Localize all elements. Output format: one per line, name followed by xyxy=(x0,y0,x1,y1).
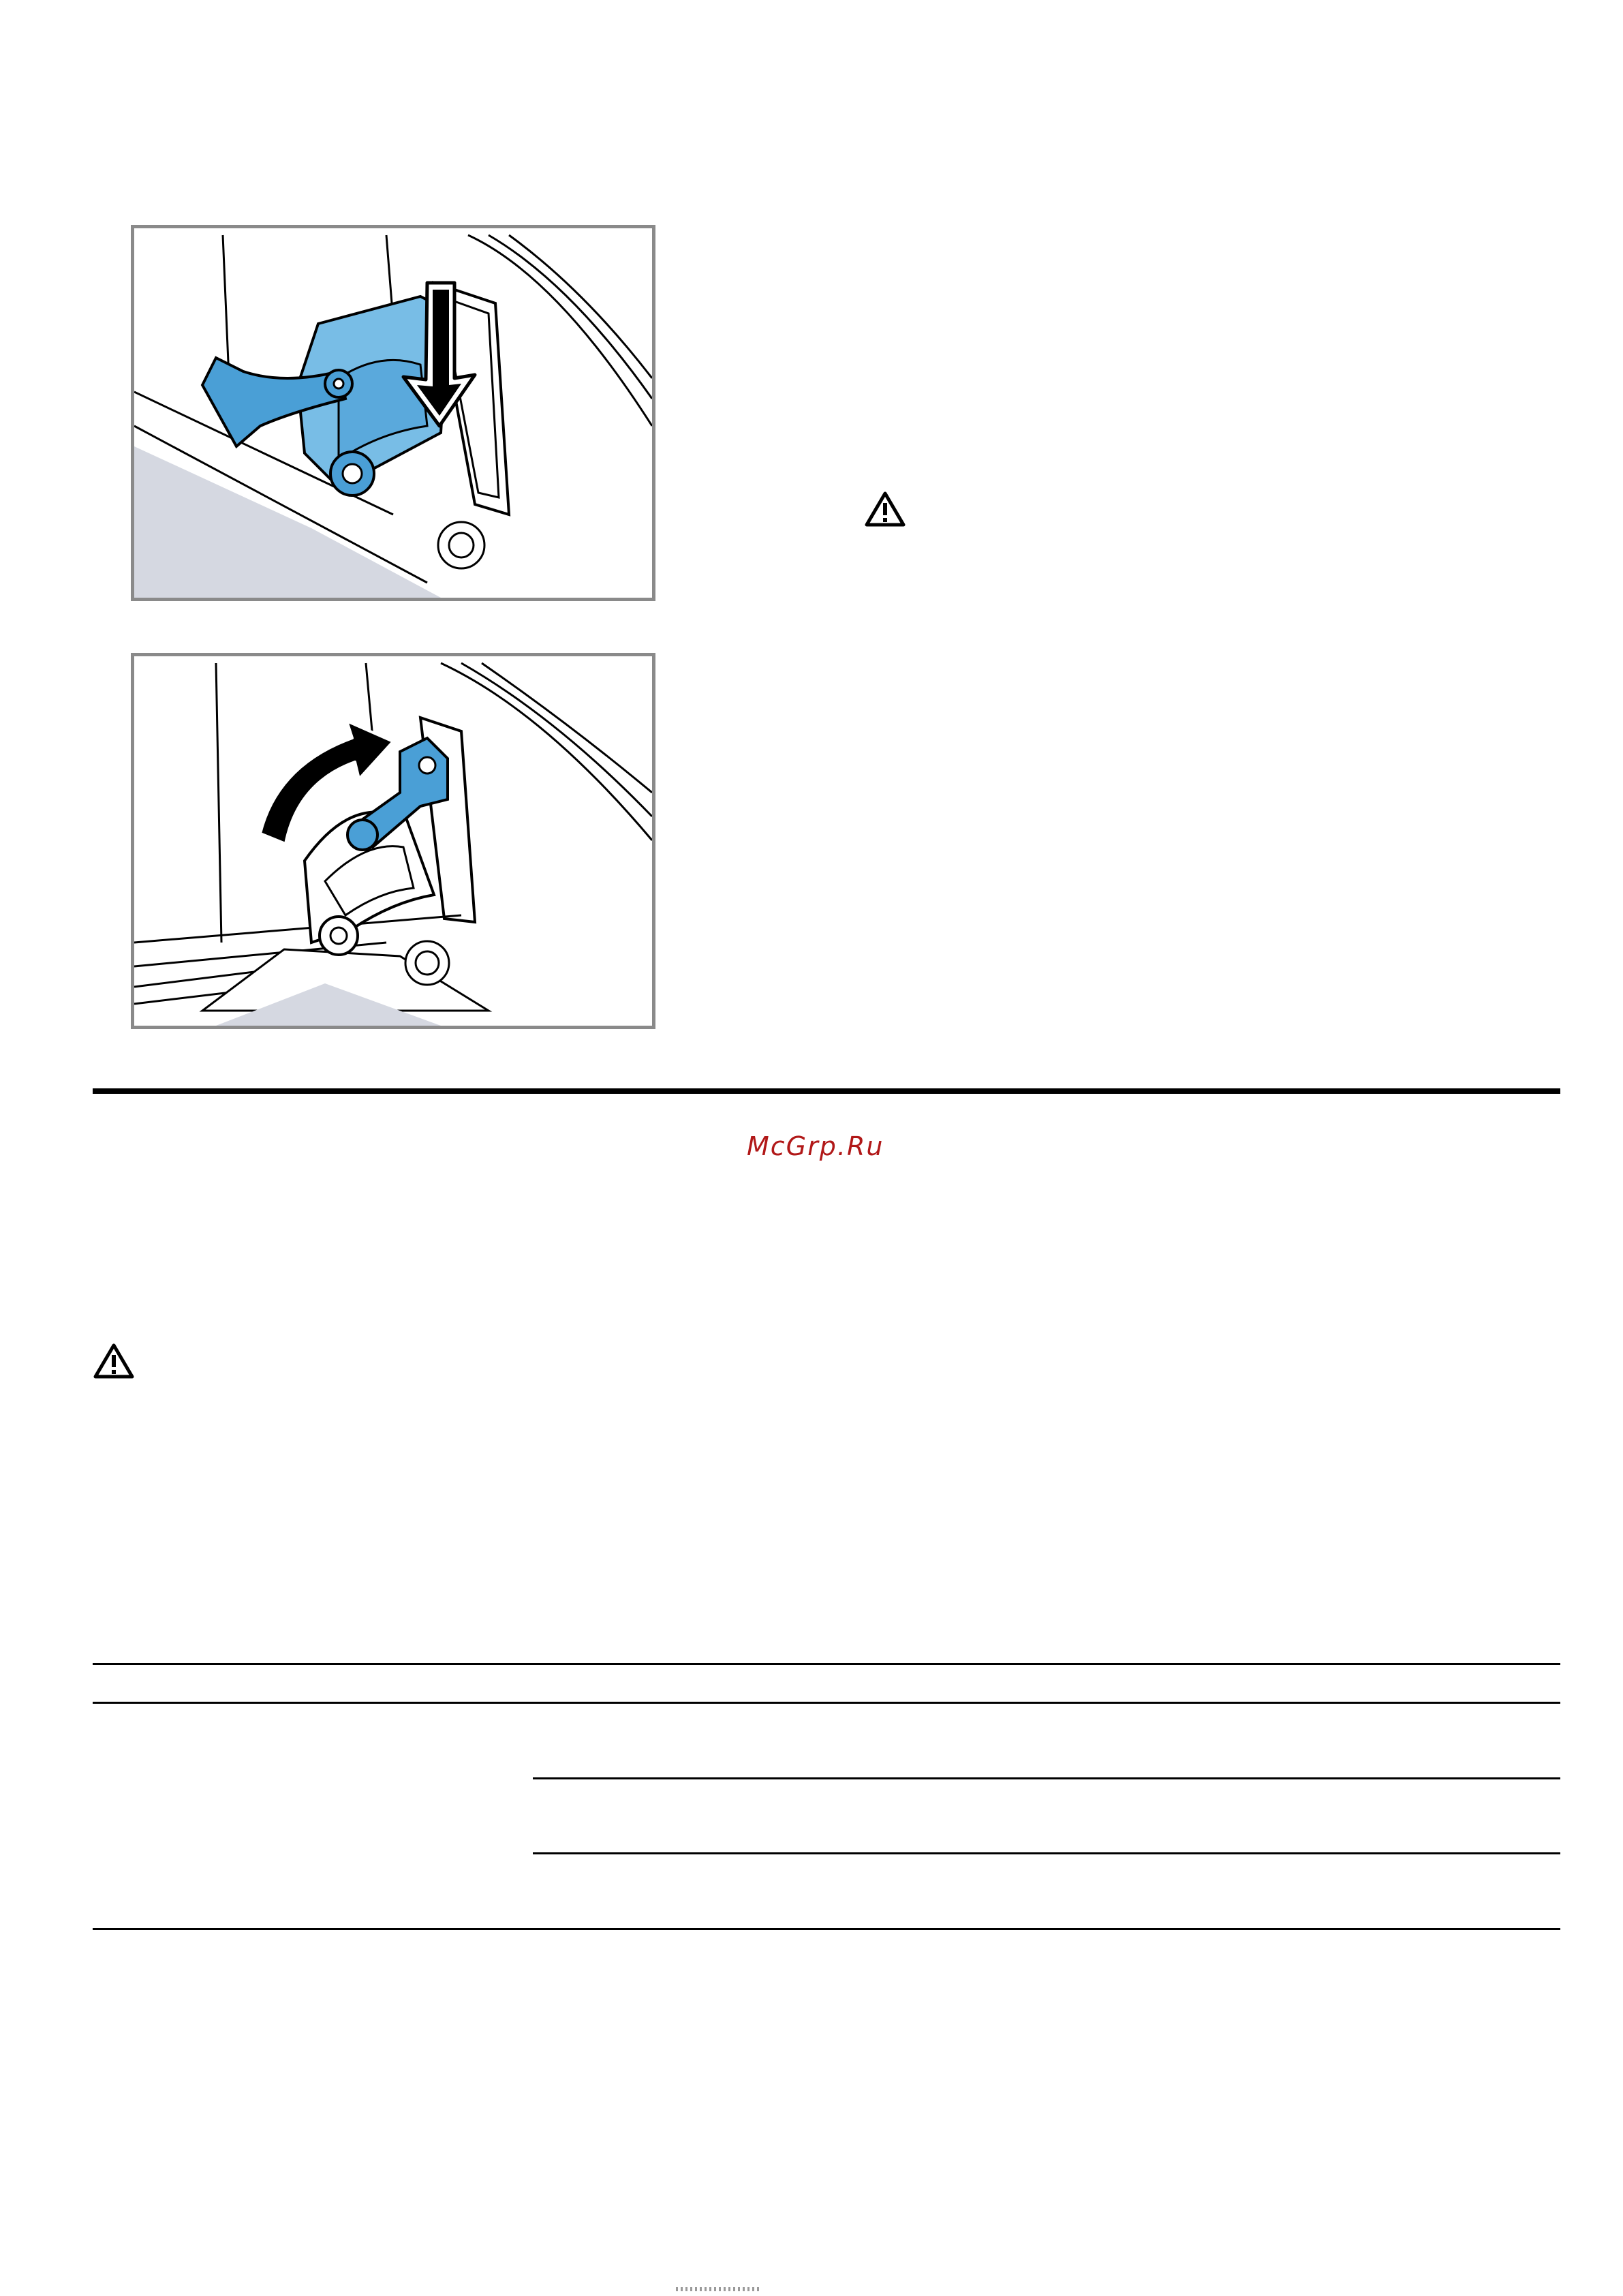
footer-mark xyxy=(676,2287,762,2291)
watermark-text: McGrp.Ru xyxy=(747,1131,884,1161)
table-header-rule xyxy=(93,1702,1560,1704)
hinge-rotate-up-illustration xyxy=(131,653,655,1029)
section-divider xyxy=(93,1088,1560,1094)
hinge-press-down-illustration xyxy=(131,225,655,601)
warning-triangle-icon xyxy=(93,1343,135,1379)
table-row-rule xyxy=(533,1852,1560,1854)
table-row-rule xyxy=(533,1777,1560,1779)
table-bottom-rule xyxy=(93,1928,1560,1930)
warning-triangle-icon xyxy=(864,491,906,527)
table-top-rule xyxy=(93,1663,1560,1665)
